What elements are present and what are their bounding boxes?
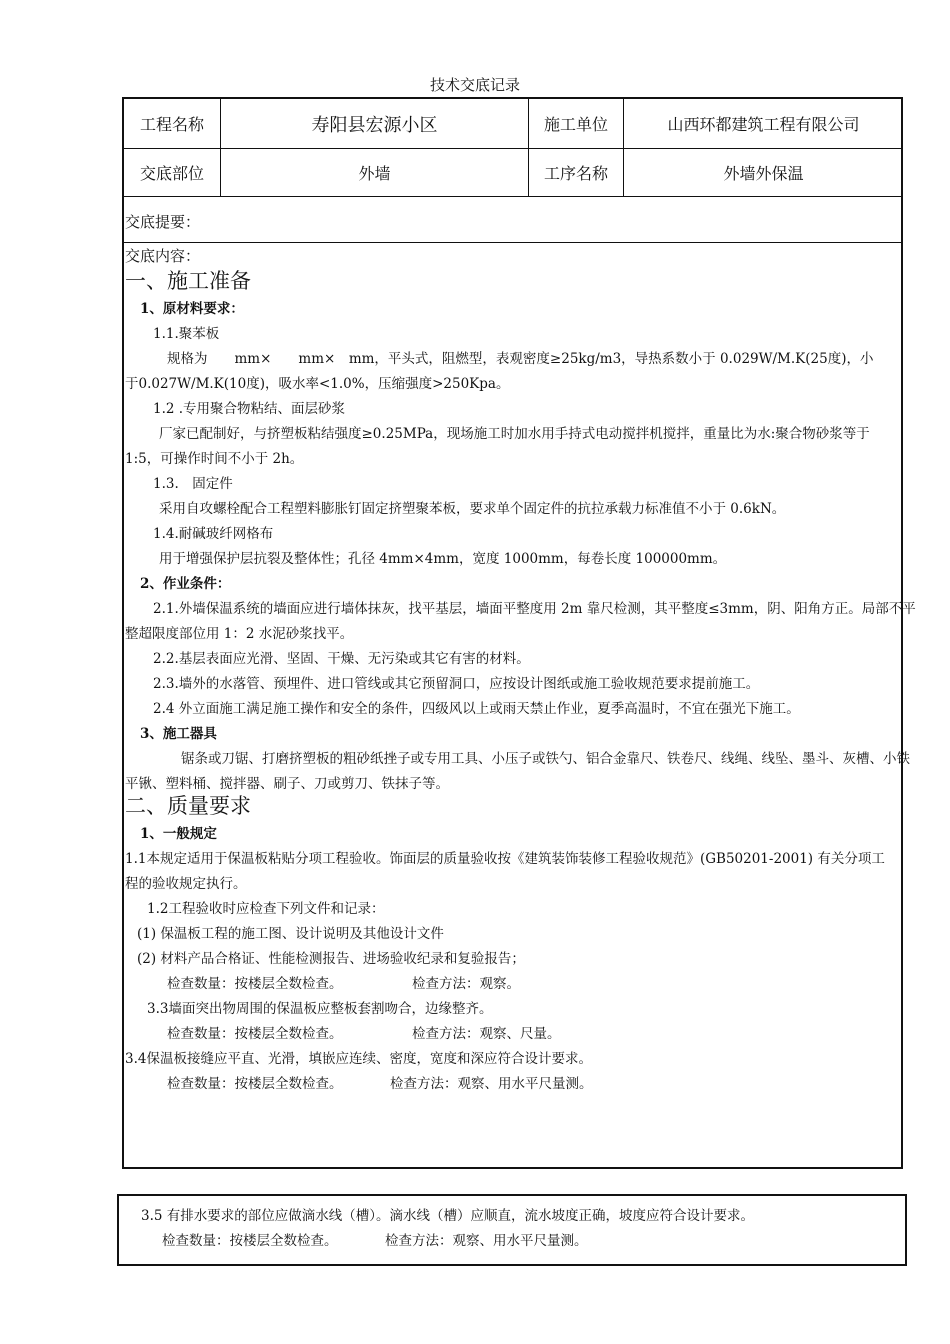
inspection-quantity: 检查数量：按楼层全数检查。: [162, 1233, 338, 1249]
paragraph-line: (1) 保温板工程的施工图、设计说明及其他设计文件: [137, 926, 444, 942]
section-heading: 一、施工准备: [125, 269, 251, 293]
item-heading: 1.3. 固定件: [153, 476, 233, 492]
process-name-label: 工序名称: [529, 149, 624, 196]
content-label: 交底内容：: [125, 247, 201, 265]
paragraph-line: 程的验收规定执行。: [125, 876, 247, 892]
subsection-heading: 1、原材料要求：: [140, 301, 244, 317]
inspection-method: 检查方法：观察。: [412, 976, 520, 992]
paragraph-line: 2.3.墙外的水落管、预埋件、进口管线或其它预留洞口，应按设计图纸或施工验收规范要求提前施工。: [153, 676, 760, 692]
inspection-method: 检查方法：观察、用水平尺量测。: [390, 1076, 593, 1092]
disclosure-part-label: 交底部位: [124, 149, 221, 196]
construction-unit-label: 施工单位: [529, 99, 624, 148]
document-title: 技术交底记录: [429, 76, 520, 94]
paragraph-line: 厂家已配制好，与挤塑板粘结强度≥0.25MPa，现场施工时加水用手持式电动搅拌机搅拌，重量比为水:聚合物砂浆等于: [159, 426, 870, 442]
paragraph-line: 于0.027W/M.K(10度)，吸水率<1.0%，压缩强度>250Kpa。: [125, 376, 510, 392]
inspection-method: 检查方法：观察、用水平尺量测。: [385, 1233, 588, 1249]
inspection-method: 检查方法：观察、尺量。: [412, 1026, 561, 1042]
project-name-value: 寿阳县宏源小区: [221, 99, 529, 148]
paragraph-line: 3.4保温板接缝应平直、光滑，填嵌应连续、密度，宽度和深应符合设计要求。: [125, 1051, 592, 1067]
paragraph-line: 3.3墙面突出物周围的保温板应整板套割吻合，边缘整齐。: [147, 1001, 493, 1017]
paragraph-line: 1.1本规定适用于保温板粘贴分项工程验收。饰面层的质量验收按《建筑装饰装修工程验收规范》(GB50201-2001) 有关分项工: [125, 851, 885, 867]
subsection-heading: 3、施工器具: [140, 726, 217, 742]
paragraph-line: 1:5，可操作时间不小于 2h。: [125, 451, 304, 467]
paragraph-line: 平锹、塑料桶、搅拌器、刷子、刀或剪刀、铁抹子等。: [125, 776, 449, 792]
item-heading: 1.4.耐碱玻纤网格布: [153, 526, 274, 542]
inspection-quantity: 检查数量：按楼层全数检查。: [167, 1026, 343, 1042]
header-row-1: [124, 99, 901, 149]
paragraph-line: 2.4 外立面施工满足施工操作和安全的条件，四级风以上或雨天禁止作业，夏季高温时，不宜在强光下施工。: [153, 701, 800, 717]
paragraph-line: 用于增强保护层抗裂及整体性；孔径 4mm×4mm，宽度 1000mm，每卷长度 100000mm。: [159, 551, 727, 567]
paragraph-line: 1.2工程验收时应检查下列文件和记录：: [147, 901, 385, 917]
paragraph-line: 整超限度部位用 1：2 水泥砂浆找平。: [125, 626, 354, 642]
paragraph-line: 锯条或刀锯、打磨挤塑板的粗砂纸挫子或专用工具、小压子或铁勺、铝合金靠尺、铁卷尺、线绳、线坠、墨斗、灰槽、小铁: [181, 751, 910, 767]
project-name-label: 工程名称: [124, 99, 221, 148]
subsection-heading: 2、作业条件：: [140, 576, 231, 592]
continuation-box: [117, 1194, 907, 1266]
process-name-value: 外墙外保温: [723, 164, 804, 183]
subsection-heading: 1、一般规定: [140, 826, 217, 842]
record-table: [122, 97, 916, 1169]
construction-unit-value: 山西环都建筑工程有限公司: [667, 115, 860, 134]
paragraph-line: 3.5 有排水要求的部位应做滴水线（槽）。滴水线（槽）应顺直，流水坡度正确，坡度应符合设计要求。: [141, 1208, 755, 1224]
summary-label: 交底提要：: [124, 197, 901, 243]
paragraph-line: 2.2.基层表面应光滑、坚固、干燥、无污染或其它有害的材料。: [153, 651, 530, 667]
paragraph-line: 采用自攻螺栓配合工程塑料膨胀钉固定挤塑聚苯板，要求单个固定件的抗拉承载力标准值不小于 0.6kN。: [159, 501, 786, 517]
item-heading: 1.1.聚苯板: [153, 326, 220, 342]
paragraph-line: 规格为 mm× mm× mm，平头式，阻燃型，表观密度≥25kg/m3，导热系数小于 0.029W/M.K(25度)，小: [167, 351, 874, 367]
paragraph-line: (2) 材料产品合格证、性能检测报告、进场验收纪录和复验报告；: [137, 951, 525, 967]
header-row-2: [124, 149, 901, 197]
item-heading: 1.2 .专用聚合物粘结、面层砂浆: [153, 401, 346, 417]
inspection-quantity: 检查数量：按楼层全数检查。: [167, 1076, 343, 1092]
section-heading: 二、质量要求: [125, 794, 251, 818]
disclosure-part-value: 外墙: [221, 149, 529, 196]
inspection-quantity: 检查数量：按楼层全数检查。: [167, 976, 343, 992]
paragraph-line: 2.1.外墙保温系统的墙面应进行墙体抹灰，找平基层，墙面平整度用 2m 靠尺检测，其平整度≤3mm，阴、阳角方正。局部不平: [153, 601, 916, 617]
